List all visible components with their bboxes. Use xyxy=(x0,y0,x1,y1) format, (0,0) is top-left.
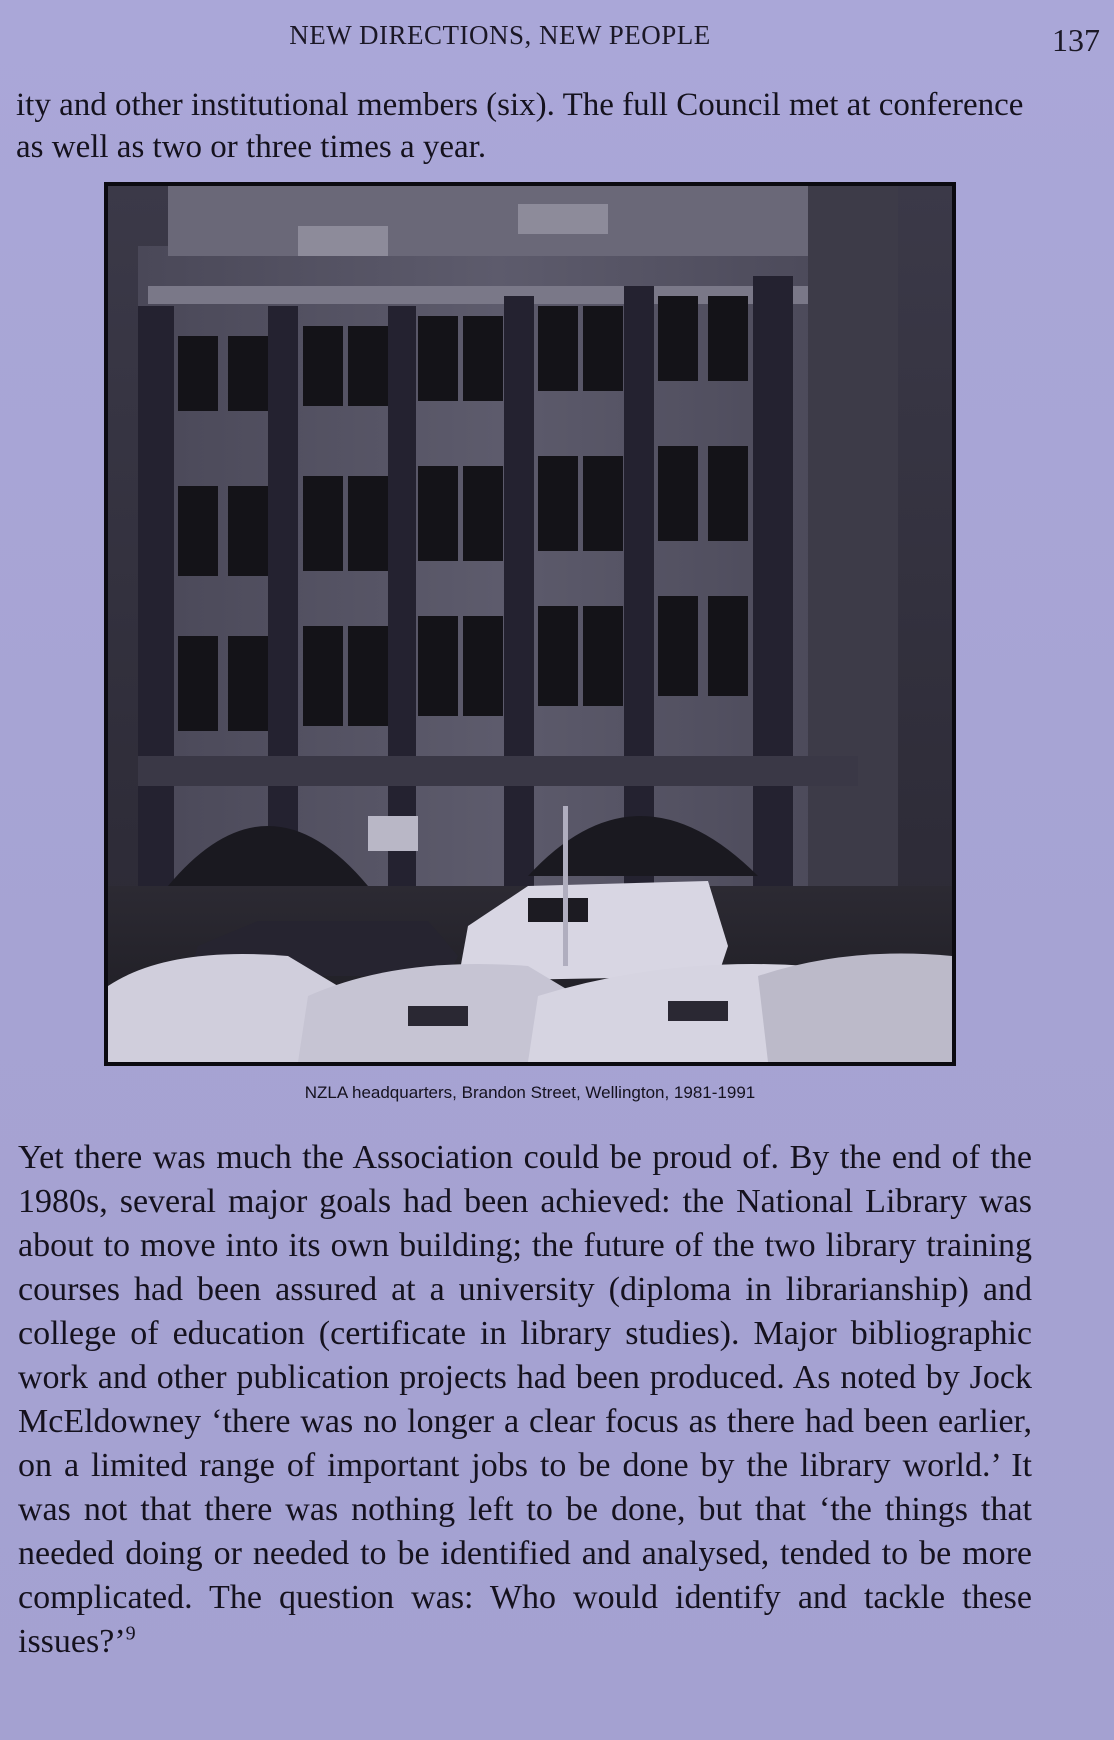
photo-caption: NZLA headquarters, Brandon Street, Wellington, 1981-1991 xyxy=(304,1083,756,1102)
balustrade-right xyxy=(518,204,608,234)
page-number: 137 xyxy=(1052,22,1100,58)
street-pole xyxy=(563,806,568,966)
footnote-marker: 9 xyxy=(125,1622,136,1645)
paragraph-main-text: Yet there was much the Association could be proud of. By the end of the 1980s, several major goals had been achieved: the National Library was about to move into its own building; the future of the two library training courses had been assured at a university (diploma in librarianship) and college of education (certificate in library studies). Major bibliographic work and other publication projects had been produced. As noted by Jock McEldowney ‘there was no longer a clear focus as there had been earlier, on a limited range of important jobs to be done by the library world.’ It was not that there was nothing left to be done, but that ‘the things that needed doing or needed to be identified and analysed, tended to be more complicated. The question was: Who would identify and tackle these issues?’ xyxy=(18,1139,1032,1660)
paragraph-continued: ity and other institutional members (six). The full Council met at conference as well as two or three times a year. xyxy=(16,87,1024,165)
building-photograph xyxy=(104,182,956,1066)
running-head: NEW DIRECTIONS, NEW PEOPLE xyxy=(289,20,711,50)
paragraph-main xyxy=(18,1136,1032,1664)
street-sign xyxy=(368,816,418,851)
canopy xyxy=(138,756,858,786)
window-grid xyxy=(178,296,748,731)
building-photo-illustration xyxy=(108,186,952,1062)
balustrade-left xyxy=(298,226,388,256)
roof-parapet xyxy=(168,186,808,256)
